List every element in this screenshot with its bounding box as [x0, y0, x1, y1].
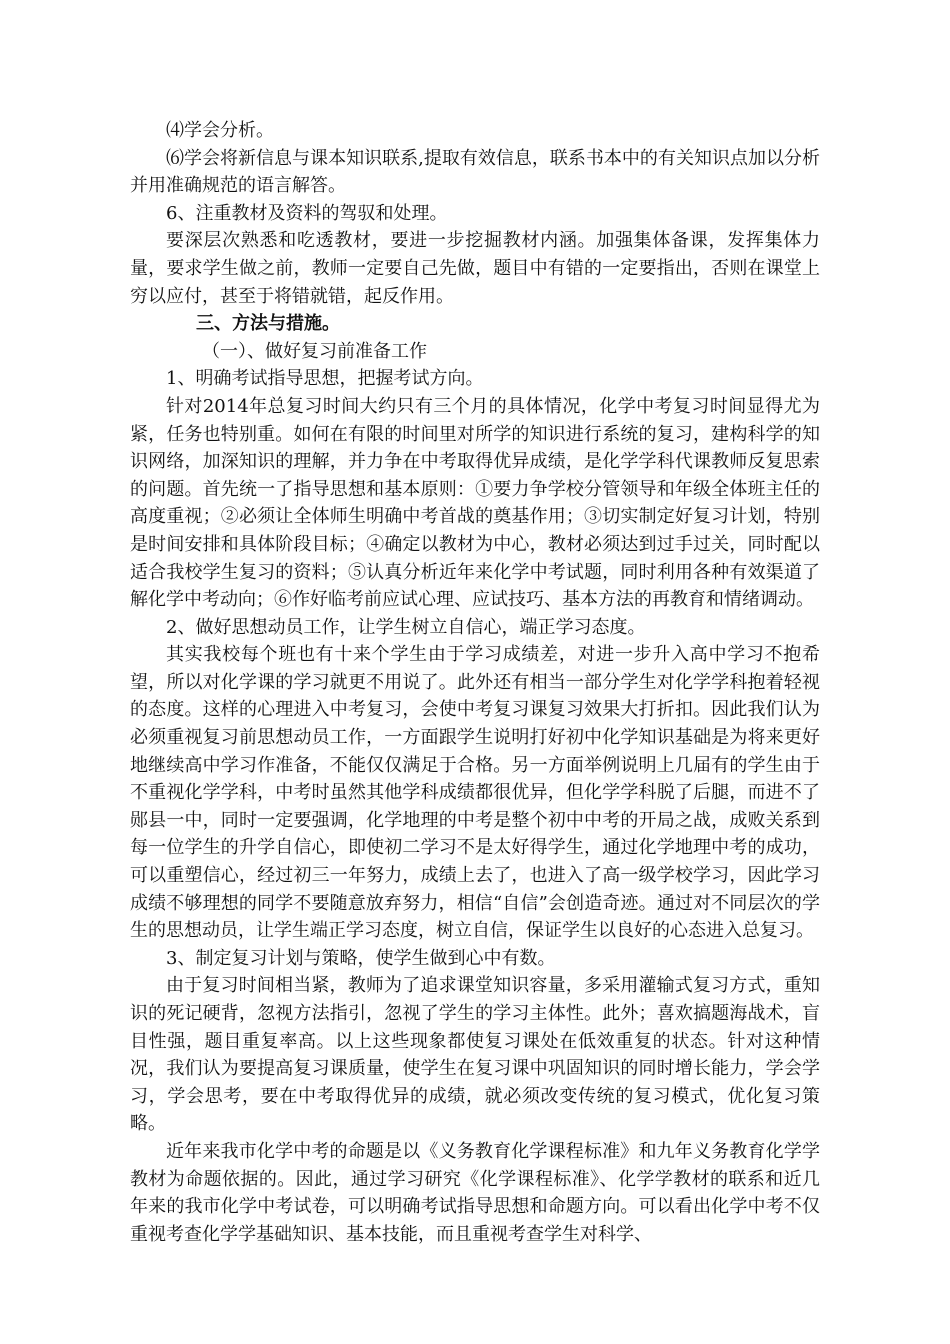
- subsection-heading: （一）、做好复习前准备工作: [202, 340, 427, 362]
- document-body: [130, 117, 820, 1248]
- paragraph: 3、制定复习计划与策略，使学生做到心中有数。: [166, 947, 556, 969]
- paragraph: ⑷学会分析。: [166, 120, 274, 141]
- paragraph: 6、注重教材及资料的驾驭和处理。: [166, 202, 448, 224]
- paragraph: 其实我校每个班也有十来个学生由于学习成绩差，对进一步升入高中学习不抱希望，所以对化学课的学习就更不用说了。此外还有相当一部分学生对化学学科抱着轻视的态度。这样的心理进入中考复习，会使中考复习课复习效果大打折扣。因此我们认为必须重视复习前思想动员工作，一方面跟学生说明打好初中化学知识基础是为将来更好地继续高中学习作准备，不能仅仅满足于合格。另一方面举例说明上几届有的学生由于不重视化学学科，中考时虽然其他学科成绩都很优异，但化学学科脱了后腿，而进不了郧县一中，同时一定要强调，化学地理的中考是整个初中中考的开局之战，成败关系到每一位学生的升学自信心，即使初二学习不是太好得学生，通过化学地理中考的成功，可以重塑信心，经过初三一年努力，成绩上去了，也进入了高一级学校学习，因此学习成绩不够理想的同学不要随意放弃努力，相信“自信”会创造奇迹。通过对不同层次的学生的思想动员，让学生端正学习态度，树立自信，保证学生以良好的心态进入总复习。: [130, 644, 820, 942]
- paragraph: 近年来我市化学中考的命题是以《义务教育化学课程标准》和九年义务教育化学学教材为命题依据的。因此，通过学习研究《化学课程标准》、化学学教材的联系和近几年来的我市化学中考试卷，可以明确考试指导思想和命题方向。可以看出化学中考不仅重视考查化学学基础知识、基本技能，而且重视考查学生对科学、: [130, 1140, 820, 1245]
- paragraph: 要深层次熟悉和吃透教材，要进一步挖掘教材内涵。加强集体备课，发挥集体力量，要求学生做之前，教师一定要自己先做，题目中有错的一定要指出，否则在课堂上穷以应付，甚至于将错就错，起反作用。: [130, 230, 820, 307]
- paragraph: 针对2014年总复习时间大约只有三个月的具体情况，化学中考复习时间显得尤为紧，任务也特别重。如何在有限的时间里对所学的知识进行系统的复习，建构科学的知识网络，加深知识的理解，并力争在中考取得优异成绩，是化学学科代课教师反复思索的问题。首先统一了指导思想和基本原则：①要力争学校分管领导和年级全体班主任的高度重视；②必须让全体师生明确中考首战的奠基作用；③切实制定好复习计划，特别是时间安排和具体阶段目标；④确定以教材为中心，教材必须达到过手过关，同时配以适合我校学生复习的资料；⑤认真分析近年来化学中考试题，同时利用各种有效渠道了解化学中考动向；⑥作好临考前应试心理、应试技巧、基本方法的再教育和情绪调动。: [130, 395, 820, 611]
- section-heading: 三、方法与措施。: [196, 313, 340, 335]
- paragraph: 由于复习时间相当紧，教师为了追求课堂知识容量，多采用灌输式复习方式，重知识的死记硬背，忽视方法指引，忽视了学生的学习主体性。此外；喜欢搞题海战术，盲目性强，题目重复率高。以上这些现象都使复习课处在低效重复的状态。针对这种情况，我们认为要提高复习课质量，使学生在复习课中巩固知识的同时增长能力，学会学习，学会思考，要在中考取得优异的成绩，就必须改变传统的复习模式，优化复习策略。: [130, 975, 820, 1135]
- paragraph: ⑹学会将新信息与课本知识联系,提取有效信息，联系书本中的有关知识点加以分析并用准确规范的语言解答。: [130, 147, 820, 197]
- paragraph: 2、做好思想动员工作，让学生树立自信心，端正学习态度。: [166, 616, 646, 638]
- paragraph: 1、明确考试指导思想，把握考试方向。: [166, 368, 484, 390]
